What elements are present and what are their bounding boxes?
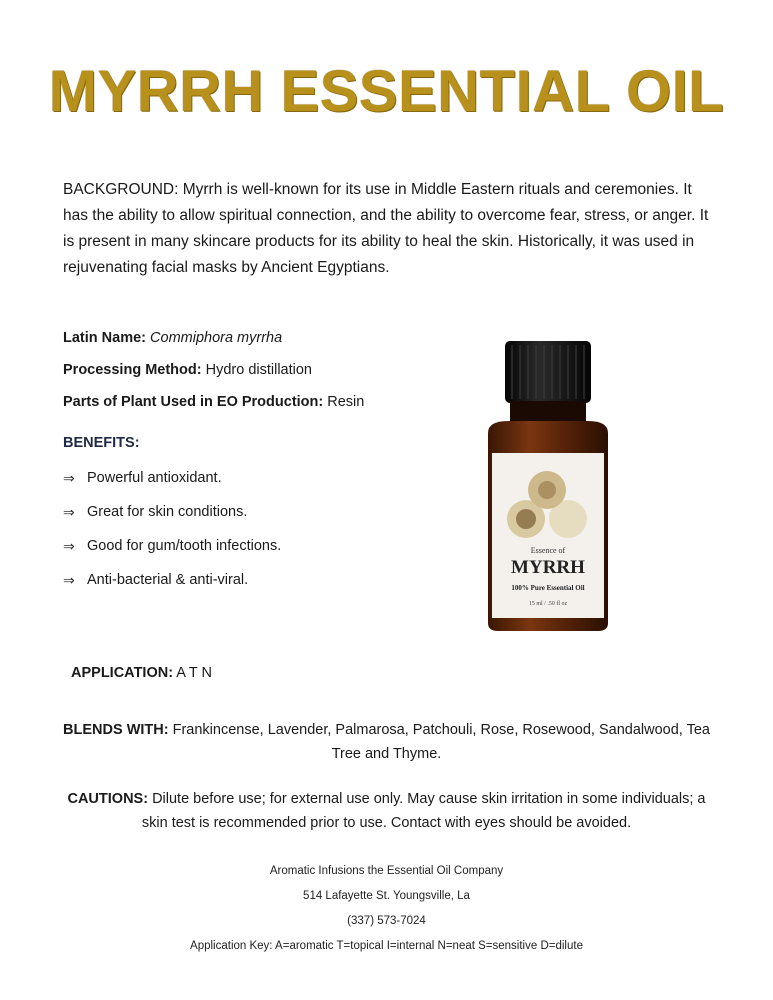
bottle-label-line1: Essence of [530, 546, 566, 555]
bottle-label-line4: 15 ml / .50 fl oz [528, 601, 568, 607]
double-arrow-icon: ⇒ [63, 572, 75, 588]
footer-company: Aromatic Infusions the Essential Oil Company [269, 865, 504, 877]
bottle-label-line3: 100% Pure Essential Oil [511, 584, 585, 592]
benefit-text: Good for gum/tooth infections. [87, 538, 282, 554]
footer-address: 514 Lafayette St. Youngsville, La [303, 890, 470, 902]
blends-with-value: Frankincense, Lavender, Palmarosa, Patchouli, Rose, Rosewood, Sandalwood, Tea Tree and Thyme. [172, 722, 710, 762]
application-value: A T N [176, 665, 212, 681]
plant-facts [63, 322, 364, 418]
benefit-text: Anti-bacterial & anti-viral. [87, 572, 249, 588]
myrrh-bottle-image [478, 333, 618, 633]
latin-name-value: Commiphora myrrha [150, 330, 283, 346]
benefit-item [63, 502, 303, 522]
application-label: APPLICATION: [71, 665, 174, 681]
background-paragraph [63, 177, 713, 281]
plant-parts-row [63, 386, 364, 418]
processing-method-value: Hydro distillation [205, 362, 312, 378]
benefit-item [63, 468, 303, 488]
benefit-item [63, 536, 303, 556]
cautions-paragraph [60, 787, 713, 835]
double-arrow-icon: ⇒ [63, 470, 75, 486]
background-label: BACKGROUND: [63, 181, 179, 198]
latin-name-row [63, 322, 364, 354]
cautions-value: Dilute before use; for external use only. May cause skin irritation in some individuals; a skin test is recommended prior to use. Contact with eyes should be avoided. [141, 791, 706, 831]
footer-phone: (337) 573-7024 [347, 915, 426, 927]
benefit-text: Great for skin conditions. [87, 504, 248, 520]
benefits-heading: BENEFITS: [63, 435, 140, 451]
processing-method-row [63, 354, 364, 386]
blends-with-label: BLENDS WITH: [63, 722, 169, 738]
processing-method-label: Processing Method: [63, 362, 202, 378]
double-arrow-icon: ⇒ [63, 504, 75, 520]
footer-application-key: Application Key: A=aromatic T=topical I=internal N=neat S=sensitive D=dilute [190, 940, 583, 952]
background-text: Myrrh is well-known for its use in Middle Eastern rituals and ceremonies. It has the ability to allow spiritual connection, and the ability to overcome fear, stress, or anger. It is present in many skincare products for its ability to heal the skin. Historically, it was used in rejuvenating facial masks by Ancient Egyptians. [63, 181, 709, 276]
double-arrow-icon: ⇒ [63, 538, 75, 554]
application-row [71, 665, 212, 681]
page-title: MYRRH ESSENTIAL OIL [48, 59, 725, 124]
plant-parts-label: Parts of Plant Used in EO Production: [63, 394, 324, 410]
bottle-cap [505, 341, 591, 403]
latin-name-label: Latin Name: [63, 330, 146, 346]
bottle-neck [510, 401, 586, 423]
cautions-label: CAUTIONS: [67, 791, 149, 807]
blends-with-paragraph [60, 718, 713, 766]
plant-parts-value: Resin [327, 394, 365, 410]
benefits-list [63, 468, 303, 604]
benefit-item [63, 570, 303, 590]
bottle-label-line2: MYRRH [511, 557, 585, 578]
footer [0, 862, 773, 962]
benefit-text: Powerful antioxidant. [87, 470, 222, 486]
